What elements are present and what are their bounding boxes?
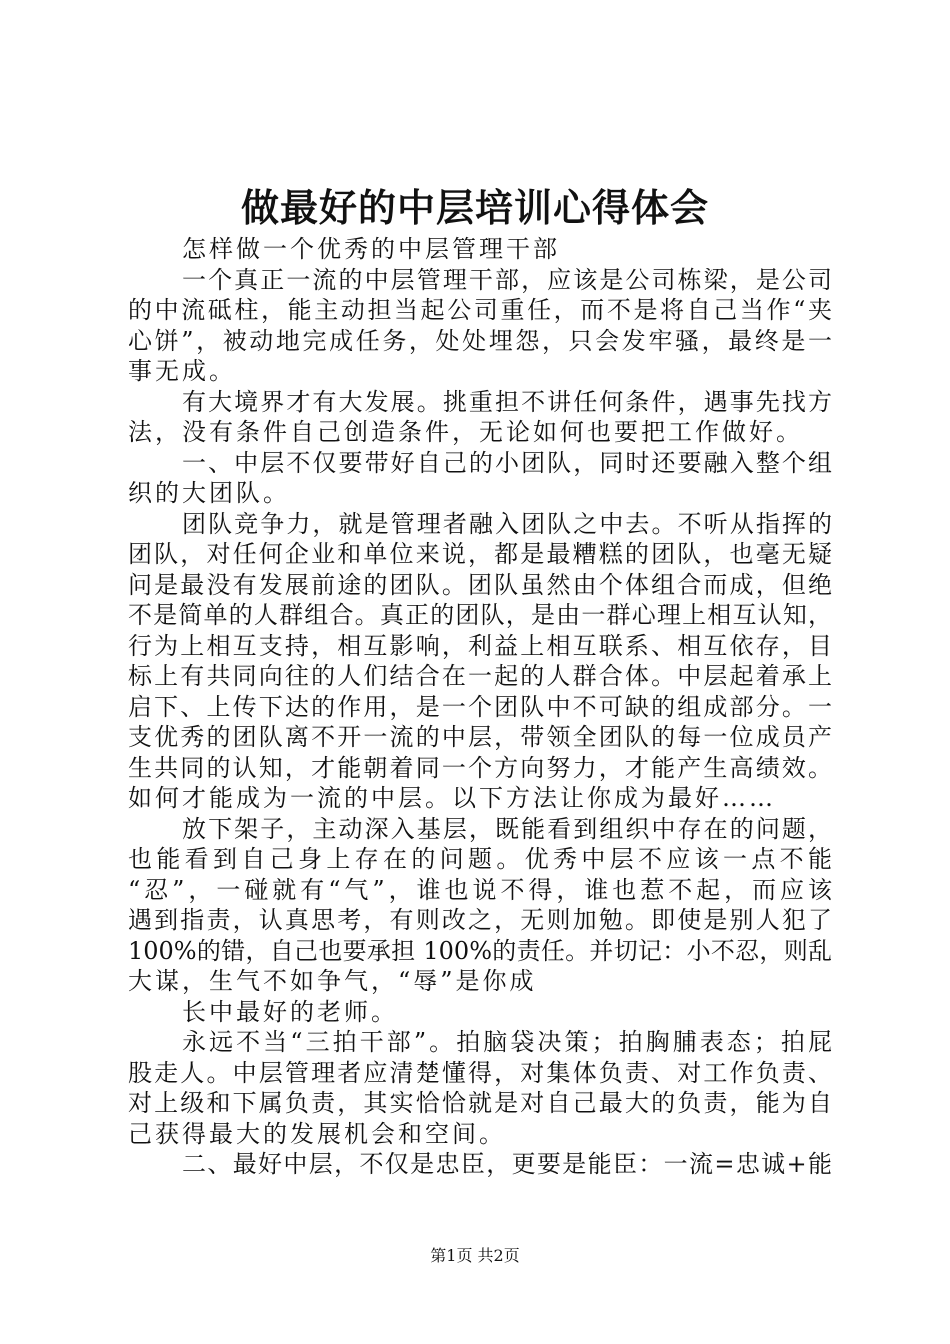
paragraph xyxy=(128,234,832,265)
text-line: 大谋，生气不如争气，“辱”是你成 xyxy=(128,967,537,995)
text-line: 团队竞争力，就是管理者融入团队之中去。不听从指挥的 xyxy=(182,509,832,538)
text-line: 行为上相互支持，相互影响，利益上相互联系、相互依存，目 xyxy=(128,631,832,660)
text-line: 一、中层不仅要带好自己的小团队，同时还要融入整个组 xyxy=(182,448,832,477)
text-line: 如何才能成为一流的中层。以下方法让你成为最好…… xyxy=(128,784,776,812)
text-line: 心饼”，被动地完成任务，处处埋怨，只会发牢骚，最终是一 xyxy=(128,326,832,355)
paragraph xyxy=(128,509,832,814)
document-body xyxy=(128,234,832,1180)
text-line: 织的大团队。 xyxy=(128,479,290,507)
text-line: 有大境界才有大发展。挑重担不讲任何条件，遇事先找方 xyxy=(182,387,832,416)
paragraph xyxy=(128,997,832,1028)
paragraph xyxy=(128,448,832,509)
text-line: 二、最好中层，不仅是忠臣，更要是能臣：一流=忠诚+能 xyxy=(182,1150,832,1178)
paragraph xyxy=(128,814,832,997)
text-line: 支优秀的团队离不开一流的中层，带领全团队的每一位成员产 xyxy=(128,723,832,751)
text-line: 遇到指责，认真思考，有则改之，无则加勉。即使是别人犯了 xyxy=(128,906,832,934)
document-title: 做最好的中层培训心得体会 xyxy=(240,186,709,230)
text-line: 标上有共同向往的人们结合在一起的人群合体。中层起着承上 xyxy=(128,662,832,690)
text-line: 股走人。中层管理者应清楚懂得，对集体负责、对工作负责、 xyxy=(128,1058,832,1087)
text-line: 怎样做一个优秀的中层管理干部 xyxy=(182,235,560,263)
text-line: 一个真正一流的中层管理干部，应该是公司栋梁，是公司 xyxy=(182,265,832,294)
text-line: 对上级和下属负责，其实恰恰就是对自己最大的负责，能为自 xyxy=(128,1089,832,1117)
paragraph xyxy=(128,387,832,448)
text-line: 团队，对任何企业和单位来说，都是最糟糕的团队，也毫无疑 xyxy=(128,540,832,568)
text-line: 法，没有条件自己创造条件，无论如何也要把工作做好。 xyxy=(128,418,803,446)
text-line: 生共同的认知，才能朝着同一个方向努力，才能产生高绩效。 xyxy=(128,753,832,782)
page-footer: 第1页 共2页 xyxy=(430,1246,520,1265)
paragraph xyxy=(128,1149,832,1180)
text-line: 长中最好的老师。 xyxy=(182,997,398,1026)
text-line: 永远不当“三拍干部”。拍脑袋决策；拍胸脯表态；拍屁 xyxy=(182,1028,832,1056)
text-line: 启下、上传下达的作用，是一个团队中不可缺的组成部分。一 xyxy=(128,692,832,721)
text-line: 不是简单的人群组合。真正的团队，是由一群心理上相互认知， xyxy=(128,601,832,629)
text-line: 问是最没有发展前途的团队。团队虽然由个体组合而成，但绝 xyxy=(128,570,832,599)
paragraph xyxy=(128,1027,832,1149)
paragraph xyxy=(128,265,832,387)
text-line: 100%的错，自己也要承担 100%的责任。并切记：小不忍，则乱 xyxy=(128,936,832,965)
text-line: 己获得最大的发展机会和空间。 xyxy=(128,1119,506,1148)
text-line: “忍”，一碰就有“气”，谁也说不得，谁也惹不起，而应该 xyxy=(128,875,832,904)
text-line: 的中流砥柱，能主动担当起公司重任，而不是将自己当作“夹 xyxy=(128,296,832,324)
text-line: 也能看到自己身上存在的问题。优秀中层不应该一点不能 xyxy=(128,845,832,873)
text-line: 放下架子，主动深入基层，既能看到组织中存在的问题， xyxy=(182,814,832,843)
text-line: 事无成。 xyxy=(128,357,236,385)
